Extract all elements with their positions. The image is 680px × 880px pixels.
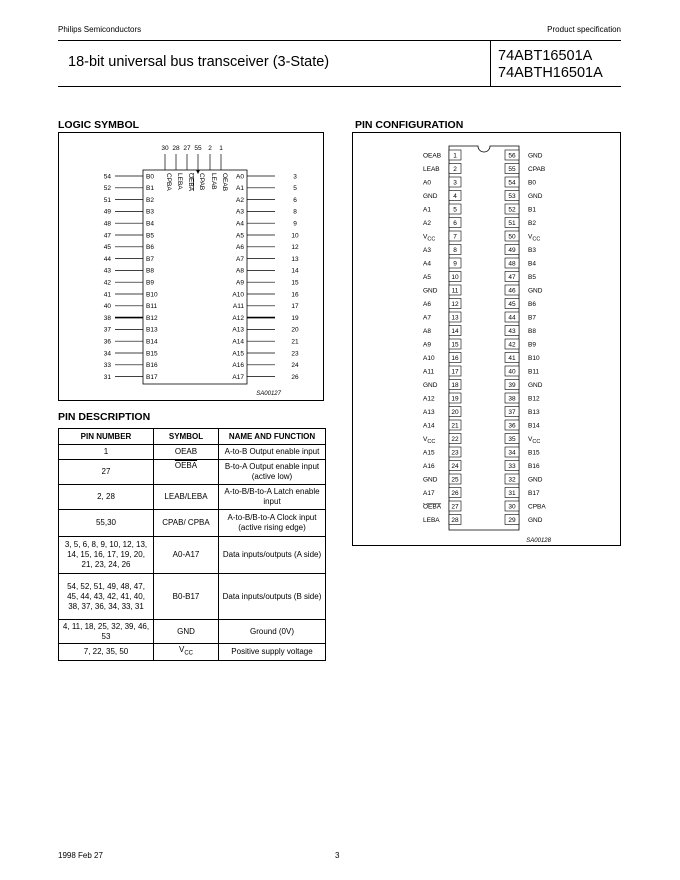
function-cell: A-to-B/B-to-A Clock input (active rising edge) xyxy=(219,510,326,537)
right-pin-number: 47 xyxy=(508,274,516,281)
right-pin-name: B8 xyxy=(528,328,536,335)
pin-cell: 4, 11, 18, 25, 32, 39, 46, 53 xyxy=(59,620,154,644)
header-divider xyxy=(490,40,491,87)
left-pin-label: B9 xyxy=(146,279,154,287)
left-pin-name: A2 xyxy=(423,220,431,227)
top-pin-number: 30 xyxy=(161,145,169,152)
left-pin-label: B0 xyxy=(146,173,154,181)
top-pin-number: 1 xyxy=(219,145,223,152)
left-pin-name: A8 xyxy=(423,328,431,335)
right-pin-name: B12 xyxy=(528,395,540,403)
right-pin-name: B13 xyxy=(528,409,540,416)
right-pin-label: A17 xyxy=(232,373,244,381)
right-pin-number: 32 xyxy=(508,476,516,484)
left-pin-number: 9 xyxy=(453,260,457,268)
left-pin-name: GND xyxy=(423,382,438,389)
figure-code: SA00128 xyxy=(526,538,551,544)
pin-cell: 54, 52, 51, 49, 48, 47, 45, 44, 43, 42, 41, 40, 38, 37, 36, 34, 33, 31 xyxy=(59,574,154,620)
right-pin-number: 33 xyxy=(508,463,516,470)
figure-code: SA00127 xyxy=(256,391,281,397)
vcc-sub: CC xyxy=(184,650,193,657)
top-pin-number: 27 xyxy=(183,145,191,152)
right-pin-name: B7 xyxy=(528,314,536,322)
right-pin-name: B9 xyxy=(528,341,536,349)
top-pin-label: LEBA xyxy=(176,173,183,190)
chip-outline xyxy=(449,146,519,530)
right-pin-name: B5 xyxy=(528,274,536,281)
right-pin-name: $V_{CC}$ xyxy=(528,233,541,243)
left-pin-label: B12 xyxy=(146,314,158,322)
right-pin-label: A6 xyxy=(236,244,244,252)
right-pin-number: 20 xyxy=(291,326,299,334)
left-pin-name: A11 xyxy=(423,368,435,376)
overbar-symbol: OEBA xyxy=(174,461,198,470)
right-pin-number: 55 xyxy=(508,166,516,173)
left-pin-number: 17 xyxy=(451,368,459,376)
right-pin-name: B16 xyxy=(528,463,540,470)
footer-date: 1998 Feb 27 xyxy=(58,851,103,860)
left-pin-name: A6 xyxy=(423,301,431,308)
left-pin-number: 31 xyxy=(103,373,111,381)
logic-block xyxy=(143,170,247,384)
right-pin-label: A0 xyxy=(236,173,244,181)
symbol-cell: OEAB xyxy=(154,445,219,460)
table-row xyxy=(59,460,326,485)
left-pin-name: LEBA xyxy=(423,517,440,524)
right-pin-name: B10 xyxy=(528,355,540,362)
right-pin-number: 56 xyxy=(508,152,516,160)
left-pin-label: B13 xyxy=(146,326,158,334)
table-row xyxy=(59,485,326,510)
left-pin-label: B5 xyxy=(146,232,154,240)
left-pin-name: LEAB xyxy=(423,166,440,173)
right-pin-number: 26 xyxy=(291,373,299,381)
left-pin-number: 48 xyxy=(103,220,111,228)
pin-cell: 55,30 xyxy=(59,510,154,537)
pin-config-heading: PIN CONFIGURATION xyxy=(355,119,464,131)
logic-symbol-heading: LOGIC SYMBOL xyxy=(58,119,140,131)
top-pin-number: 55 xyxy=(194,145,202,152)
left-pin-label: B17 xyxy=(146,373,158,381)
right-pin-number: 29 xyxy=(508,517,516,524)
right-pin-number: 6 xyxy=(293,196,297,204)
left-pin-name: GND xyxy=(423,287,438,295)
right-pin-label: A13 xyxy=(232,326,244,334)
left-pin-number: 33 xyxy=(103,362,111,370)
function-cell: A-to-B Output enable input xyxy=(219,445,326,460)
company-name: Philips Semiconductors xyxy=(58,25,142,34)
left-pin-name: GND xyxy=(423,193,438,200)
left-pin-number: 47 xyxy=(103,232,111,240)
right-pin-name: CPBA xyxy=(528,503,546,511)
left-pin-number: 20 xyxy=(451,409,459,416)
left-pin-label: B4 xyxy=(146,220,154,228)
symbol-cell: CPAB/ CPBA xyxy=(154,510,219,537)
left-pin-number: 12 xyxy=(451,301,459,308)
function-cell: Data inputs/outputs (A side) xyxy=(219,537,326,574)
right-pin-name: GND xyxy=(528,287,543,295)
right-pin-number: 23 xyxy=(291,350,299,358)
right-pin-label: A7 xyxy=(236,255,244,263)
left-pin-number: 54 xyxy=(103,173,111,181)
left-pin-number: 45 xyxy=(103,244,111,252)
page-number: 3 xyxy=(335,851,340,860)
top-pin-label: CPBA xyxy=(165,173,172,191)
right-pin-label: A3 xyxy=(236,208,244,216)
left-pin-name: A7 xyxy=(423,314,431,322)
left-pin-number: 26 xyxy=(451,490,459,497)
right-pin-number: 19 xyxy=(291,314,299,322)
left-pin-name: A12 xyxy=(423,395,435,403)
symbol-cell: GND xyxy=(154,620,219,644)
right-pin-number: 10 xyxy=(291,232,299,240)
symbol-cell: B0-B17 xyxy=(154,574,219,620)
right-pin-label: A2 xyxy=(236,196,244,204)
pin-config-diagram xyxy=(353,133,620,545)
logic-symbol-diagram xyxy=(59,133,323,400)
logic-symbol-frame xyxy=(58,132,324,401)
right-pin-number: 36 xyxy=(508,422,516,430)
right-pin-number: 40 xyxy=(508,368,516,376)
left-pin-name: A0 xyxy=(423,179,431,187)
table-row xyxy=(59,445,326,460)
left-pin-number: 15 xyxy=(451,341,459,349)
left-pin-number: 1 xyxy=(453,152,457,160)
right-pin-number: 50 xyxy=(508,233,516,241)
right-pin-number: 42 xyxy=(508,341,516,349)
right-pin-number: 53 xyxy=(508,193,516,200)
table-row xyxy=(59,620,326,644)
right-pin-number: 21 xyxy=(291,338,299,346)
left-pin-label: B16 xyxy=(146,362,158,370)
right-pin-number: 16 xyxy=(291,291,299,299)
left-pin-number: 18 xyxy=(451,382,459,389)
right-pin-name: B4 xyxy=(528,260,536,268)
right-pin-name: B6 xyxy=(528,301,536,308)
left-pin-name: A13 xyxy=(423,409,435,416)
right-pin-label: A15 xyxy=(232,350,244,358)
left-pin-name: $V_{CC}$ xyxy=(423,233,436,243)
right-pin-number: 9 xyxy=(293,220,297,228)
right-pin-number: 46 xyxy=(508,287,516,295)
right-pin-name: GND xyxy=(528,193,543,200)
right-pin-name: GND xyxy=(528,382,543,389)
symbol-cell xyxy=(154,644,219,661)
right-pin-label: A14 xyxy=(232,338,244,346)
right-pin-number: 14 xyxy=(291,267,299,275)
left-pin-number: 16 xyxy=(451,355,459,362)
right-pin-number: 17 xyxy=(291,303,299,311)
header-rule-top xyxy=(58,40,621,41)
right-pin-number: 35 xyxy=(508,436,516,443)
right-pin-number: 49 xyxy=(508,247,516,254)
left-pin-number: 44 xyxy=(103,255,111,263)
left-pin-number: 40 xyxy=(103,303,111,311)
left-pin-number: 5 xyxy=(453,206,457,214)
function-cell: Positive supply voltage xyxy=(219,644,326,661)
left-pin-number: 43 xyxy=(103,267,111,275)
left-pin-label: B15 xyxy=(146,350,158,358)
right-pin-name: B11 xyxy=(528,368,540,376)
pin-cell: 2, 28 xyxy=(59,485,154,510)
right-pin-number: 54 xyxy=(508,179,516,187)
left-pin-number: 51 xyxy=(103,196,111,204)
left-pin-name: A1 xyxy=(423,206,431,214)
left-pin-number: 8 xyxy=(453,247,457,254)
left-pin-number: 38 xyxy=(103,314,111,322)
left-pin-number: 2 xyxy=(453,166,457,173)
right-pin-name: CPAB xyxy=(528,166,546,173)
right-pin-number: 41 xyxy=(508,355,516,362)
left-pin-name: A10 xyxy=(423,355,435,362)
left-pin-name: A14 xyxy=(423,422,435,430)
right-pin-label: A16 xyxy=(232,362,244,370)
left-pin-number: 19 xyxy=(451,395,459,403)
left-pin-number: 4 xyxy=(453,193,457,200)
table-row xyxy=(59,644,326,661)
right-pin-label: A8 xyxy=(236,267,244,275)
left-pin-name: A3 xyxy=(423,247,431,254)
left-pin-label: B2 xyxy=(146,196,154,204)
right-pin-number: 48 xyxy=(508,260,516,268)
right-pin-number: 30 xyxy=(508,503,516,511)
left-pin-number: 24 xyxy=(451,463,459,470)
right-pin-name: GND xyxy=(528,476,543,484)
right-pin-name: B14 xyxy=(528,422,540,430)
right-pin-number: 34 xyxy=(508,449,516,457)
right-pin-label: A10 xyxy=(232,291,244,299)
right-pin-number: 51 xyxy=(508,220,516,227)
left-pin-label: B14 xyxy=(146,338,158,346)
col-symbol: SYMBOL xyxy=(154,429,219,445)
left-pin-number: 52 xyxy=(103,185,111,193)
left-pin-number: 11 xyxy=(451,287,459,295)
left-pin-name: A17 xyxy=(423,490,435,497)
right-pin-name: B3 xyxy=(528,247,536,254)
col-function: NAME AND FUNCTION xyxy=(219,429,326,445)
left-pin-number: 42 xyxy=(103,279,111,287)
right-pin-number: 37 xyxy=(508,409,516,416)
left-pin-name: A4 xyxy=(423,260,431,268)
right-pin-label: A1 xyxy=(236,185,244,193)
right-pin-label: A11 xyxy=(232,303,244,311)
function-cell: Data inputs/outputs (B side) xyxy=(219,574,326,620)
left-pin-number: 14 xyxy=(451,328,459,335)
right-pin-number: 15 xyxy=(291,279,299,287)
top-pin-label: OEAB xyxy=(221,173,228,192)
right-pin-name: B17 xyxy=(528,490,540,497)
left-pin-label: B7 xyxy=(146,255,154,263)
left-pin-name: A16 xyxy=(423,463,435,470)
right-pin-name: B15 xyxy=(528,449,540,457)
right-pin-number: 38 xyxy=(508,395,516,403)
header-rule-bottom xyxy=(58,86,621,87)
right-pin-number: 24 xyxy=(291,362,299,370)
pin-description-table xyxy=(58,428,326,661)
left-pin-name: $V_{CC}$ xyxy=(423,436,436,445)
symbol-cell: LEAB/LEBA xyxy=(154,485,219,510)
left-pin-number: 7 xyxy=(453,233,457,241)
top-pin-label: CPAB xyxy=(198,173,205,191)
pin-cell: 3, 5, 6, 8, 9, 10, 12, 13, 14, 15, 16, 17, 19, 20, 21, 23, 24, 26 xyxy=(59,537,154,574)
left-pin-name: A9 xyxy=(423,341,431,349)
right-pin-number: 8 xyxy=(293,208,297,216)
symbol-cell xyxy=(154,460,219,485)
right-pin-label: A12 xyxy=(232,314,244,322)
pin-cell: 1 xyxy=(59,445,154,460)
table-row xyxy=(59,510,326,537)
pin-config-frame xyxy=(352,132,621,546)
left-pin-name: A15 xyxy=(423,449,435,457)
left-pin-label: B10 xyxy=(146,291,158,299)
part-number-2: 74ABTH16501A xyxy=(498,65,603,81)
left-pin-name: GND xyxy=(423,476,438,484)
pin-cell: 7, 22, 35, 50 xyxy=(59,644,154,661)
left-pin-number: 13 xyxy=(451,314,459,322)
left-pin-name: OEBA xyxy=(423,503,442,511)
right-pin-label: A4 xyxy=(236,220,244,228)
function-cell: Ground (0V) xyxy=(219,620,326,644)
page-title: 18-bit universal bus transceiver (3-State) xyxy=(68,54,330,70)
top-pin-label: OEBA xyxy=(187,173,194,192)
left-pin-number: 6 xyxy=(453,220,457,227)
right-pin-number: 52 xyxy=(508,206,516,214)
pin-description-heading: PIN DESCRIPTION xyxy=(58,411,151,423)
right-pin-name: B0 xyxy=(528,179,536,187)
right-pin-name: B2 xyxy=(528,220,536,227)
left-pin-number: 36 xyxy=(103,338,111,346)
pin-cell: 27 xyxy=(59,460,154,485)
doc-type: Product specification xyxy=(547,25,621,34)
top-pin-label: LEAB xyxy=(210,173,217,190)
left-pin-label: B1 xyxy=(146,185,154,193)
right-pin-label: A5 xyxy=(236,232,244,240)
right-pin-name: GND xyxy=(528,517,543,524)
right-pin-number: 3 xyxy=(293,173,297,181)
right-pin-number: 31 xyxy=(508,490,516,497)
left-pin-label: B6 xyxy=(146,244,154,252)
right-pin-number: 13 xyxy=(291,255,299,263)
left-pin-number: 25 xyxy=(451,476,459,484)
right-pin-name: B1 xyxy=(528,206,536,214)
left-pin-number: 21 xyxy=(451,422,459,430)
col-pin-number: PIN NUMBER xyxy=(59,429,154,445)
right-pin-number: 39 xyxy=(508,382,516,389)
left-pin-number: 3 xyxy=(453,179,457,187)
left-pin-number: 41 xyxy=(103,291,111,299)
left-pin-number: 23 xyxy=(451,449,459,457)
part-number-1: 74ABT16501A xyxy=(498,48,593,64)
left-pin-number: 10 xyxy=(451,274,459,281)
function-cell: B-to-A Output enable input (active low) xyxy=(219,460,326,485)
left-pin-number: 49 xyxy=(103,208,111,216)
table-header-row xyxy=(59,429,326,445)
left-pin-label: B11 xyxy=(146,303,158,311)
symbol-cell: A0-A17 xyxy=(154,537,219,574)
left-pin-number: 34 xyxy=(103,350,111,358)
left-pin-number: 37 xyxy=(103,326,111,334)
table-row xyxy=(59,574,326,620)
table-row xyxy=(59,537,326,574)
left-pin-name: A5 xyxy=(423,274,431,281)
right-pin-number: 44 xyxy=(508,314,516,322)
left-pin-name: OEAB xyxy=(423,152,442,160)
left-pin-number: 28 xyxy=(451,517,459,524)
right-pin-number: 12 xyxy=(291,244,299,252)
left-pin-number: 27 xyxy=(451,503,459,511)
right-pin-number: 5 xyxy=(293,185,297,193)
top-pin-number: 2 xyxy=(208,145,212,152)
right-pin-name: GND xyxy=(528,152,543,160)
left-pin-number: 22 xyxy=(451,436,459,443)
right-pin-number: 43 xyxy=(508,328,516,335)
vcc-v: V xyxy=(178,645,185,654)
top-pin-number: 28 xyxy=(172,145,180,152)
right-pin-number: 45 xyxy=(508,301,516,308)
right-pin-name: $V_{CC}$ xyxy=(528,436,541,445)
function-cell: A-to-B/B-to-A Latch enable input xyxy=(219,485,326,510)
right-pin-label: A9 xyxy=(236,279,244,287)
left-pin-label: B3 xyxy=(146,208,154,216)
left-pin-label: B8 xyxy=(146,267,154,275)
